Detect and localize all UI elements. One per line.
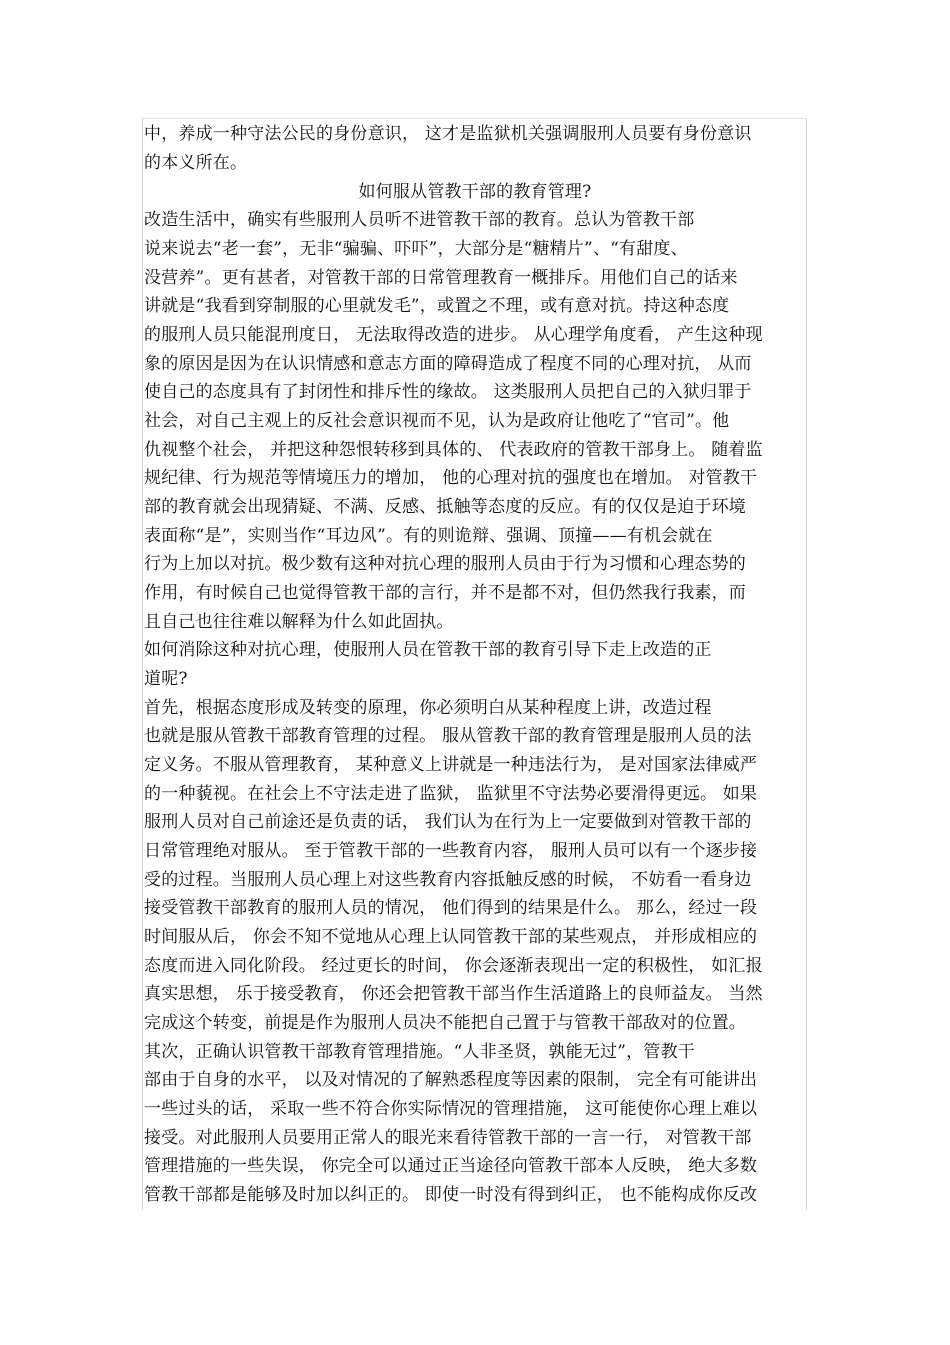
text-line: 行为上加以对抗。极少数有这种对抗心理的服刑人员由于行为习惯和心理态势的 bbox=[144, 554, 746, 574]
text-line: 使自己的态度具有了封闭性和排斥性的缘故。 这类服刑人员把自己的入狱归罪于 bbox=[144, 382, 752, 402]
text-line: 的本义所在。 bbox=[144, 153, 248, 173]
text-line: 如何消除这种对抗心理，使服刑人员在管教干部的教育引导下走上改造的正 bbox=[144, 640, 712, 660]
text-line: 管理措施的一些失误， 你完全可以通过正当途径向管教干部本人反映， 绝大多数 bbox=[144, 1156, 758, 1176]
text-line: 的服刑人员只能混刑度日， 无法取得改造的进步。 从心理学角度看， 产生这种现 bbox=[144, 325, 763, 345]
text-line: 接受。对此服刑人员要用正常人的眼光来看待管教干部的一言一行， 对管教干部 bbox=[144, 1128, 752, 1148]
page-frame-top bbox=[142, 118, 807, 119]
text-line: 真实思想， 乐于接受教育， 你还会把管教干部当作生活道路上的良师益友。 当然 bbox=[144, 984, 763, 1004]
text-line: 且自己也往往难以解释为什么如此固执。 bbox=[144, 612, 454, 632]
text-line: 没营养”。更有甚者，对管教干部的日常管理教育一概排斥。用他们自己的话来 bbox=[144, 268, 738, 288]
page-frame-right bbox=[806, 118, 807, 1210]
text-line: 改造生活中，确实有些服刑人员听不进管教干部的教育。总认为管教干部 bbox=[144, 210, 695, 230]
text-line: 完成这个转变，前提是作为服刑人员决不能把自己置于与管教干部敌对的位置。 bbox=[144, 1013, 746, 1033]
text-line: 日常管理绝对服从。 至于管教干部的一些教育内容， 服刑人员可以有一个逐步接 bbox=[144, 841, 758, 861]
text-line: 部的教育就会出现猜疑、不满、反感、抵触等态度的反应。有的仅仅是迫于环境 bbox=[144, 497, 746, 517]
text-line: 作用，有时候自己也觉得管教干部的言行，并不是都不对，但仍然我行我素，而 bbox=[144, 583, 746, 603]
text-line: 讲就是“我看到穿制服的心里就发毛”，或置之不理，或有意对抗。持这种态度 bbox=[144, 296, 730, 316]
text-line: 社会，对自己主观上的反社会意识视而不见，认为是政府让他吃了“官司”。他 bbox=[144, 411, 730, 431]
text-line: 说来说去“老一套”，无非“骗骗、吓吓”，大部分是“糖精片”、“有甜度、 bbox=[144, 239, 688, 259]
text-line: 道呢? bbox=[144, 669, 188, 689]
text-line: 态度而进入同化阶段。 经过更长的时间， 你会逐渐表现出一定的积极性， 如汇报 bbox=[144, 956, 763, 976]
text-line: 的一种藐视。在社会上不守法走进了监狱， 监狱里不守法势必要滑得更远。 如果 bbox=[144, 784, 758, 804]
text-line: 受的过程。当服刑人员心理上对这些教育内容抵触反感的时候， 不妨看一看身边 bbox=[144, 870, 752, 890]
text-line: 仇视整个社会， 并把这种怨恨转移到具体的、 代表政府的管教干部身上。 随着监 bbox=[144, 440, 763, 460]
section-heading: 如何服从管教干部的教育管理? bbox=[358, 182, 592, 202]
text-line: 也就是服从管教干部教育管理的过程。 服从管教干部的教育管理是服刑人员的法 bbox=[144, 726, 752, 746]
text-line: 时间服从后， 你会不知不觉地从心理上认同管教干部的某些观点， 并形成相应的 bbox=[144, 927, 758, 947]
text-line: 规纪律、行为规范等情境压力的增加， 他的心理对抗的强度也在增加。 对管教干 bbox=[144, 468, 758, 488]
text-line: 接受管教干部教育的服刑人员的情况， 他们得到的结果是什么。 那么，经过一段 bbox=[144, 898, 758, 918]
text-line: 一些过头的话， 采取一些不符合你实际情况的管理措施， 这可能使你心理上难以 bbox=[144, 1099, 758, 1119]
text-line: 定义务。不服从管理教育， 某种意义上讲就是一种违法行为， 是对国家法律威严 bbox=[144, 755, 758, 775]
text-line: 部由于自身的水平， 以及对情况的了解熟悉程度等因素的限制， 完全有可能讲出 bbox=[144, 1070, 758, 1090]
text-line: 表面称“是”，实则当作“耳边风”。有的则诡辩、强调、顶撞——有机会就在 bbox=[144, 526, 713, 546]
text-line: 象的原因是因为在认识情感和意志方面的障碍造成了程度不同的心理对抗， 从而 bbox=[144, 354, 752, 374]
page-frame-left bbox=[142, 118, 143, 1210]
text-line: 其次，正确认识管教干部教育管理措施。“人非圣贤，孰能无过”，管教干 bbox=[144, 1042, 695, 1062]
text-line: 管教干部都是能够及时加以纠正的。 即使一时没有得到纠正， 也不能构成你反改 bbox=[144, 1185, 758, 1205]
text-line: 首先，根据态度形成及转变的原理，你必须明白从某种程度上讲，改造过程 bbox=[144, 698, 712, 718]
text-line: 中，养成一种守法公民的身份意识， 这才是监狱机关强调服刑人员要有身份意识 bbox=[144, 124, 752, 144]
text-line: 服刑人员对自己前途还是负责的话， 我们认为在行为上一定要做到对管教干部的 bbox=[144, 812, 752, 832]
